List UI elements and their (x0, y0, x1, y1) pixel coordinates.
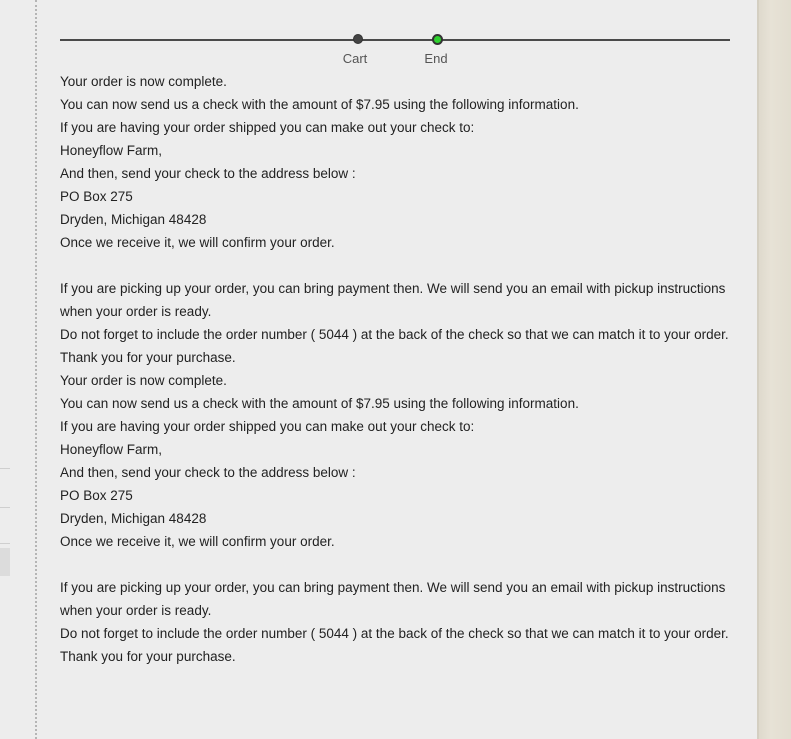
order-confirmation-message (60, 70, 730, 668)
address-line-2: Dryden, Michigan 48428 (60, 511, 207, 526)
order-complete-text: Your order is now complete. (60, 74, 227, 89)
progress-track (60, 39, 730, 41)
shipped-text: If you are having your order shipped you can make out your check to: (60, 419, 475, 434)
address-line-2: Dryden, Michigan 48428 (60, 212, 207, 227)
left-divider (0, 543, 10, 544)
thanks-text: Thank you for your purchase. (60, 350, 236, 365)
send-to-text: And then, send your check to the address below : (60, 465, 356, 480)
pickup-text: If you are picking up your order, you can bring payment then. We will send you an email with pickup instructions when your order is ready. (60, 580, 726, 618)
content-edge (757, 0, 759, 739)
send-check-text: You can now send us a check with the amount of $7.95 using the following information. (60, 97, 579, 112)
left-divider (0, 507, 10, 508)
step-cart-marker[interactable] (353, 34, 363, 44)
send-to-text: And then, send your check to the address below : (60, 166, 356, 181)
send-check-text: You can now send us a check with the amount of $7.95 using the following information. (60, 396, 579, 411)
left-divider (0, 468, 10, 469)
thanks-text: Thank you for your purchase. (60, 649, 236, 664)
checkout-content (37, 0, 757, 739)
left-sidebar-field[interactable] (0, 548, 10, 576)
payee-text: Honeyflow Farm, (60, 143, 163, 158)
address-line-1: PO Box 275 (60, 488, 133, 503)
order-number-note: Do not forget to include the order number ( 5044 ) at the back of the check so that we can match it to your order. (60, 327, 729, 342)
left-sidebar-strip (0, 0, 37, 739)
confirm-text: Once we receive it, we will confirm your order. (60, 235, 335, 250)
order-complete-text: Your order is now complete. (60, 373, 227, 388)
paragraph-gap (60, 254, 730, 277)
payee-text: Honeyflow Farm, (60, 442, 163, 457)
address-line-1: PO Box 275 (60, 189, 133, 204)
page-background (757, 0, 791, 739)
step-end-marker (432, 34, 443, 45)
step-cart-label: Cart (342, 51, 368, 66)
shipped-text: If you are having your order shipped you can make out your check to: (60, 120, 475, 135)
step-end-label: End (424, 51, 448, 66)
order-number-note: Do not forget to include the order number ( 5044 ) at the back of the check so that we can match it to your order. (60, 626, 729, 641)
paragraph-gap (60, 553, 730, 576)
pickup-text: If you are picking up your order, you can bring payment then. We will send you an email with pickup instructions when your order is ready. (60, 281, 726, 319)
confirm-text: Once we receive it, we will confirm your order. (60, 534, 335, 549)
